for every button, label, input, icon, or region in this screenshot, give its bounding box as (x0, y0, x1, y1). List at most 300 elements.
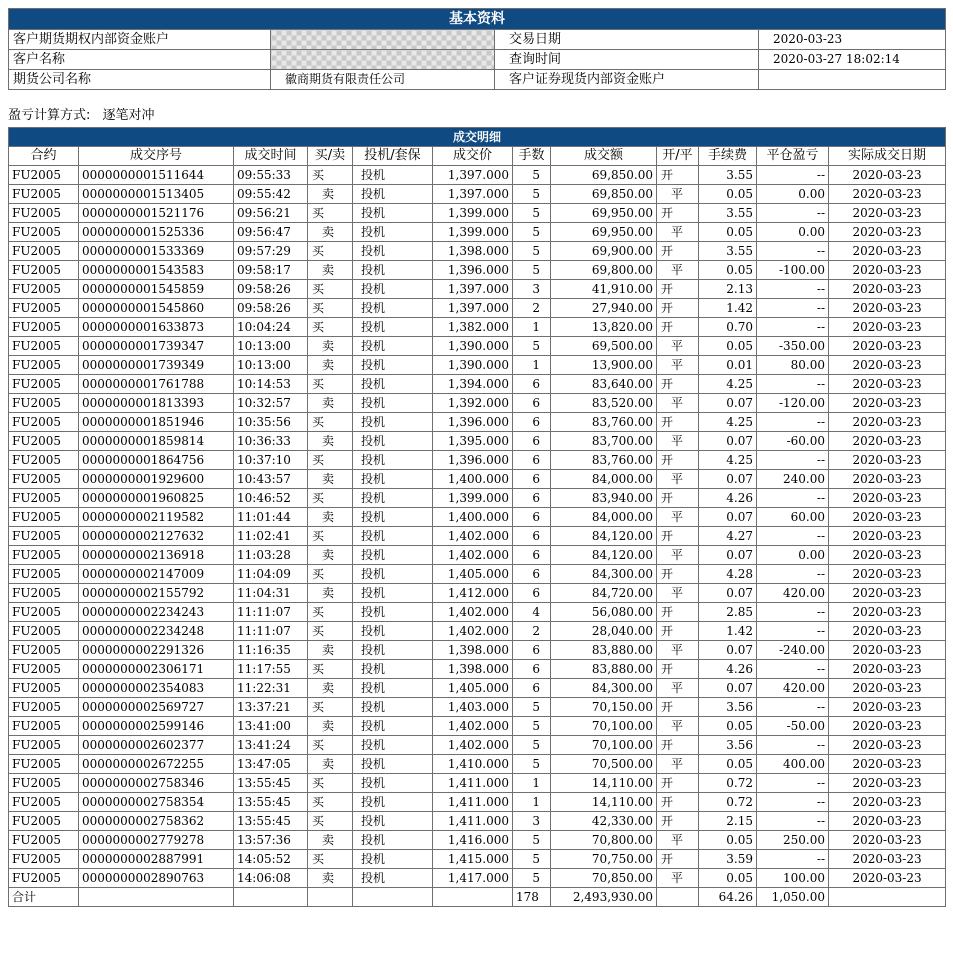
col-lots-cell: 6 (513, 451, 551, 470)
col-contract-cell: FU2005 (9, 299, 79, 318)
col-open-close-cell: 开 (657, 166, 699, 185)
total-row (9, 888, 946, 907)
col-lots-cell: 6 (513, 546, 551, 565)
col-open-close-cell: 平 (657, 432, 699, 451)
col-trade-no-cell: 0000000002758346 (79, 774, 234, 793)
col-date-cell: 2020-03-23 (829, 679, 946, 698)
table-row (9, 470, 946, 489)
col-lots-header: 手数 (513, 147, 551, 166)
info-row (9, 70, 946, 90)
col-buy-sell-cell: 卖 (308, 508, 353, 527)
col-trade-no-cell: 0000000002136918 (79, 546, 234, 565)
table-row (9, 375, 946, 394)
col-amount-cell: 27,940.00 (551, 299, 657, 318)
col-buy-sell-cell: 卖 (308, 869, 353, 888)
col-pnl-cell: -- (757, 242, 829, 261)
col-trade-no-total (79, 888, 234, 907)
col-fee-cell: 3.56 (699, 698, 757, 717)
table-row (9, 166, 946, 185)
col-contract-cell: FU2005 (9, 451, 79, 470)
col-price-cell: 1,402.000 (433, 736, 513, 755)
col-contract-cell: FU2005 (9, 204, 79, 223)
col-contract-cell: FU2005 (9, 470, 79, 489)
table-row (9, 394, 946, 413)
col-contract-cell: FU2005 (9, 489, 79, 508)
col-date-header: 实际成交日期 (829, 147, 946, 166)
table-row (9, 261, 946, 280)
col-trade-time-cell: 09:55:42 (234, 185, 308, 204)
col-amount-cell: 84,300.00 (551, 565, 657, 584)
col-price-cell: 1,398.000 (433, 660, 513, 679)
col-trade-time-cell: 13:37:21 (234, 698, 308, 717)
table-row (9, 299, 946, 318)
col-open-close-cell: 开 (657, 660, 699, 679)
table-row (9, 546, 946, 565)
col-trade-no-cell: 0000000002569727 (79, 698, 234, 717)
col-date-cell: 2020-03-23 (829, 660, 946, 679)
col-lots-cell: 6 (513, 394, 551, 413)
info-value (759, 70, 946, 90)
col-trade-no-cell: 0000000002306171 (79, 660, 234, 679)
col-open-close-cell: 平 (657, 470, 699, 489)
col-buy-sell-cell: 卖 (308, 831, 353, 850)
table-row (9, 413, 946, 432)
col-amount-cell: 69,950.00 (551, 204, 657, 223)
col-spec-hedge-cell: 投机 (353, 793, 433, 812)
col-contract-cell: FU2005 (9, 223, 79, 242)
col-trade-time-cell: 11:17:55 (234, 660, 308, 679)
col-fee-cell: 3.55 (699, 204, 757, 223)
col-trade-no-cell: 0000000002147009 (79, 565, 234, 584)
col-lots-cell: 5 (513, 261, 551, 280)
col-buy-sell-cell: 卖 (308, 223, 353, 242)
col-buy-sell-cell: 买 (308, 166, 353, 185)
col-buy-sell-cell: 卖 (308, 717, 353, 736)
col-buy-sell-cell: 买 (308, 812, 353, 831)
col-pnl-cell: 420.00 (757, 679, 829, 698)
table-row (9, 280, 946, 299)
col-lots-cell: 5 (513, 736, 551, 755)
col-amount-cell: 84,000.00 (551, 470, 657, 489)
col-amount-cell: 83,760.00 (551, 451, 657, 470)
col-open-close-cell: 开 (657, 299, 699, 318)
col-spec-hedge-cell: 投机 (353, 584, 433, 603)
col-pnl-cell: 0.00 (757, 185, 829, 204)
col-spec-hedge-cell: 投机 (353, 318, 433, 337)
col-open-close-cell: 平 (657, 185, 699, 204)
col-lots-cell: 1 (513, 793, 551, 812)
info-label: 期货公司名称 (9, 70, 271, 90)
col-price-total (433, 888, 513, 907)
col-contract-cell: FU2005 (9, 565, 79, 584)
col-trade-time-cell: 10:36:33 (234, 432, 308, 451)
col-trade-time-cell: 11:04:31 (234, 584, 308, 603)
col-fee-total: 64.26 (699, 888, 757, 907)
col-date-cell: 2020-03-23 (829, 755, 946, 774)
col-lots-cell: 6 (513, 584, 551, 603)
col-price-cell: 1,402.000 (433, 603, 513, 622)
col-open-close-cell: 开 (657, 603, 699, 622)
col-spec-hedge-cell: 投机 (353, 698, 433, 717)
col-trade-time-total (234, 888, 308, 907)
col-contract-cell: FU2005 (9, 546, 79, 565)
col-spec-hedge-cell: 投机 (353, 546, 433, 565)
col-trade-no-cell: 0000000001739347 (79, 337, 234, 356)
col-lots-cell: 5 (513, 242, 551, 261)
col-pnl-cell: -- (757, 603, 829, 622)
col-contract-cell: FU2005 (9, 261, 79, 280)
col-price-cell: 1,402.000 (433, 546, 513, 565)
col-buy-sell-cell: 买 (308, 413, 353, 432)
col-pnl-cell: 0.00 (757, 223, 829, 242)
col-trade-no-header: 成交序号 (79, 147, 234, 166)
col-spec-hedge-cell: 投机 (353, 394, 433, 413)
col-trade-time-cell: 10:32:57 (234, 394, 308, 413)
redacted-name-value (271, 50, 495, 70)
col-date-cell: 2020-03-23 (829, 299, 946, 318)
col-fee-cell: 0.05 (699, 755, 757, 774)
col-contract-cell: FU2005 (9, 527, 79, 546)
col-price-cell: 1,402.000 (433, 527, 513, 546)
col-date-cell: 2020-03-23 (829, 527, 946, 546)
col-date-cell: 2020-03-23 (829, 204, 946, 223)
col-pnl-cell: 400.00 (757, 755, 829, 774)
col-pnl-cell: -60.00 (757, 432, 829, 451)
col-spec-hedge-cell: 投机 (353, 432, 433, 451)
col-pnl-cell: -240.00 (757, 641, 829, 660)
col-buy-sell-cell: 卖 (308, 679, 353, 698)
col-contract-cell: FU2005 (9, 755, 79, 774)
col-spec-hedge-cell: 投机 (353, 679, 433, 698)
col-lots-cell: 6 (513, 660, 551, 679)
col-pnl-total: 1,050.00 (757, 888, 829, 907)
col-pnl-cell: 250.00 (757, 831, 829, 850)
col-lots-cell: 3 (513, 280, 551, 299)
col-price-cell: 1,398.000 (433, 641, 513, 660)
col-spec-hedge-cell: 投机 (353, 451, 433, 470)
calc-method-value: 逐笔对冲 (102, 108, 155, 123)
col-buy-sell-cell: 买 (308, 736, 353, 755)
col-lots-cell: 5 (513, 698, 551, 717)
col-trade-time-cell: 10:43:57 (234, 470, 308, 489)
col-trade-time-cell: 09:58:26 (234, 280, 308, 299)
col-open-close-cell: 平 (657, 831, 699, 850)
col-contract-cell: FU2005 (9, 356, 79, 375)
col-date-cell: 2020-03-23 (829, 242, 946, 261)
column-header-row (9, 147, 946, 166)
col-amount-header: 成交额 (551, 147, 657, 166)
col-fee-cell: 0.01 (699, 356, 757, 375)
col-amount-cell: 41,910.00 (551, 280, 657, 299)
col-price-cell: 1,395.000 (433, 432, 513, 451)
col-trade-time-cell: 09:57:29 (234, 242, 308, 261)
info-label: 查询时间 (495, 50, 759, 70)
col-trade-no-cell: 0000000001525336 (79, 223, 234, 242)
col-spec-hedge-cell: 投机 (353, 603, 433, 622)
table-row (9, 831, 946, 850)
col-buy-sell-cell: 买 (308, 565, 353, 584)
col-date-cell: 2020-03-23 (829, 280, 946, 299)
col-trade-no-cell: 0000000001813393 (79, 394, 234, 413)
col-spec-hedge-cell: 投机 (353, 204, 433, 223)
col-lots-cell: 2 (513, 622, 551, 641)
col-pnl-cell: -- (757, 812, 829, 831)
col-trade-no-cell: 0000000001864756 (79, 451, 234, 470)
col-trade-time-cell: 11:03:28 (234, 546, 308, 565)
table-row (9, 204, 946, 223)
col-date-cell: 2020-03-23 (829, 546, 946, 565)
table-row (9, 755, 946, 774)
col-fee-cell: 0.72 (699, 793, 757, 812)
col-fee-cell: 0.07 (699, 470, 757, 489)
col-fee-cell: 0.05 (699, 223, 757, 242)
col-amount-cell: 83,940.00 (551, 489, 657, 508)
col-contract-cell: FU2005 (9, 850, 79, 869)
col-date-cell: 2020-03-23 (829, 508, 946, 527)
table-row (9, 223, 946, 242)
col-buy-sell-cell: 买 (308, 451, 353, 470)
col-trade-time-cell: 13:41:24 (234, 736, 308, 755)
col-trade-time-cell: 10:46:52 (234, 489, 308, 508)
col-trade-no-cell: 0000000002887991 (79, 850, 234, 869)
col-spec-hedge-cell: 投机 (353, 185, 433, 204)
info-label: 客户期货期权内部资金账户 (9, 30, 271, 50)
col-amount-cell: 70,850.00 (551, 869, 657, 888)
col-amount-cell: 83,700.00 (551, 432, 657, 451)
col-trade-no-cell: 0000000002672255 (79, 755, 234, 774)
trade-details-title: 成交明细 (9, 128, 946, 147)
col-contract-cell: FU2005 (9, 166, 79, 185)
col-lots-cell: 5 (513, 166, 551, 185)
col-price-cell: 1,394.000 (433, 375, 513, 394)
col-buy-sell-cell: 卖 (308, 337, 353, 356)
col-contract-cell: FU2005 (9, 318, 79, 337)
col-fee-cell: 1.42 (699, 622, 757, 641)
col-pnl-cell: 420.00 (757, 584, 829, 603)
col-spec-hedge-cell: 投机 (353, 242, 433, 261)
table-row (9, 432, 946, 451)
col-trade-no-cell: 0000000001960825 (79, 489, 234, 508)
col-date-cell: 2020-03-23 (829, 850, 946, 869)
col-spec-hedge-cell: 投机 (353, 375, 433, 394)
col-open-close-cell: 开 (657, 565, 699, 584)
col-buy-sell-cell: 买 (308, 318, 353, 337)
col-amount-cell: 84,120.00 (551, 546, 657, 565)
col-open-close-cell: 平 (657, 755, 699, 774)
col-pnl-cell: -350.00 (757, 337, 829, 356)
col-pnl-cell: -- (757, 413, 829, 432)
col-contract-cell: FU2005 (9, 508, 79, 527)
table-row (9, 603, 946, 622)
table-row (9, 812, 946, 831)
col-trade-time-cell: 13:55:45 (234, 812, 308, 831)
col-price-cell: 1,390.000 (433, 356, 513, 375)
col-amount-cell: 69,900.00 (551, 242, 657, 261)
col-buy-sell-cell: 卖 (308, 470, 353, 489)
col-buy-sell-cell: 卖 (308, 584, 353, 603)
col-date-cell: 2020-03-23 (829, 413, 946, 432)
col-price-cell: 1,405.000 (433, 679, 513, 698)
col-price-cell: 1,382.000 (433, 318, 513, 337)
col-contract-cell: FU2005 (9, 679, 79, 698)
col-spec-hedge-cell: 投机 (353, 850, 433, 869)
col-contract-cell: FU2005 (9, 717, 79, 736)
col-trade-time-cell: 13:47:05 (234, 755, 308, 774)
col-open-close-cell: 平 (657, 337, 699, 356)
col-date-cell: 2020-03-23 (829, 356, 946, 375)
table-row (9, 736, 946, 755)
col-open-close-cell: 开 (657, 622, 699, 641)
table-row (9, 489, 946, 508)
col-trade-time-cell: 09:58:17 (234, 261, 308, 280)
col-price-cell: 1,397.000 (433, 280, 513, 299)
col-date-cell: 2020-03-23 (829, 565, 946, 584)
col-spec-hedge-cell: 投机 (353, 641, 433, 660)
col-trade-no-cell: 0000000002758362 (79, 812, 234, 831)
info-label: 客户名称 (9, 50, 271, 70)
col-fee-cell: 0.05 (699, 869, 757, 888)
col-date-total (829, 888, 946, 907)
col-contract-cell: FU2005 (9, 736, 79, 755)
col-trade-no-cell: 0000000002291326 (79, 641, 234, 660)
col-contract-cell: FU2005 (9, 603, 79, 622)
col-amount-cell: 13,820.00 (551, 318, 657, 337)
col-price-cell: 1,411.000 (433, 774, 513, 793)
col-fee-cell: 4.28 (699, 565, 757, 584)
col-trade-no-cell: 0000000002354083 (79, 679, 234, 698)
col-amount-cell: 69,500.00 (551, 337, 657, 356)
col-amount-cell: 70,750.00 (551, 850, 657, 869)
col-lots-total: 178 (513, 888, 551, 907)
col-date-cell: 2020-03-23 (829, 261, 946, 280)
col-lots-cell: 6 (513, 489, 551, 508)
col-trade-no-cell: 0000000001513405 (79, 185, 234, 204)
info-label: 交易日期 (495, 30, 759, 50)
col-price-cell: 1,396.000 (433, 413, 513, 432)
col-date-cell: 2020-03-23 (829, 774, 946, 793)
col-fee-header: 手续费 (699, 147, 757, 166)
col-trade-no-cell: 0000000001761788 (79, 375, 234, 394)
col-trade-time-cell: 13:55:45 (234, 774, 308, 793)
col-trade-time-cell: 14:06:08 (234, 869, 308, 888)
col-spec-hedge-cell: 投机 (353, 166, 433, 185)
col-contract-cell: FU2005 (9, 869, 79, 888)
col-date-cell: 2020-03-23 (829, 337, 946, 356)
col-trade-time-cell: 10:13:00 (234, 356, 308, 375)
col-open-close-cell: 平 (657, 717, 699, 736)
col-fee-cell: 4.26 (699, 489, 757, 508)
col-fee-cell: 4.25 (699, 413, 757, 432)
col-price-cell: 1,397.000 (433, 185, 513, 204)
col-amount-cell: 70,150.00 (551, 698, 657, 717)
col-pnl-cell: -100.00 (757, 261, 829, 280)
col-open-close-cell: 平 (657, 223, 699, 242)
col-amount-cell: 84,000.00 (551, 508, 657, 527)
col-trade-time-cell: 10:04:24 (234, 318, 308, 337)
col-amount-cell: 83,880.00 (551, 641, 657, 660)
col-contract-cell: FU2005 (9, 812, 79, 831)
col-pnl-cell: -- (757, 451, 829, 470)
calc-method (8, 104, 155, 123)
col-price-cell: 1,392.000 (433, 394, 513, 413)
col-trade-no-cell: 0000000001521176 (79, 204, 234, 223)
col-pnl-cell: -- (757, 622, 829, 641)
col-buy-sell-cell: 买 (308, 204, 353, 223)
col-date-cell: 2020-03-23 (829, 603, 946, 622)
col-pnl-cell: -- (757, 299, 829, 318)
col-fee-cell: 0.07 (699, 679, 757, 698)
col-contract-cell: FU2005 (9, 375, 79, 394)
col-fee-cell: 4.27 (699, 527, 757, 546)
table-row (9, 242, 946, 261)
col-trade-time-cell: 11:11:07 (234, 603, 308, 622)
col-date-cell: 2020-03-23 (829, 793, 946, 812)
col-trade-no-cell: 0000000002602377 (79, 736, 234, 755)
table-row (9, 622, 946, 641)
col-contract-cell: FU2005 (9, 280, 79, 299)
col-trade-time-cell: 11:11:07 (234, 622, 308, 641)
table-row (9, 698, 946, 717)
col-price-header: 成交价 (433, 147, 513, 166)
col-date-cell: 2020-03-23 (829, 736, 946, 755)
col-amount-cell: 83,880.00 (551, 660, 657, 679)
col-trade-no-cell: 0000000001511644 (79, 166, 234, 185)
col-open-close-cell: 开 (657, 413, 699, 432)
col-lots-cell: 5 (513, 850, 551, 869)
col-spec-hedge-cell: 投机 (353, 755, 433, 774)
col-amount-cell: 14,110.00 (551, 774, 657, 793)
col-pnl-cell: -- (757, 736, 829, 755)
col-buy-sell-cell: 买 (308, 527, 353, 546)
col-fee-cell: 1.42 (699, 299, 757, 318)
col-lots-cell: 6 (513, 679, 551, 698)
col-spec-hedge-cell: 投机 (353, 337, 433, 356)
col-trade-no-cell: 0000000001633873 (79, 318, 234, 337)
col-open-close-cell: 平 (657, 508, 699, 527)
col-fee-cell: 0.07 (699, 584, 757, 603)
table-row (9, 660, 946, 679)
col-fee-cell: 0.05 (699, 717, 757, 736)
calc-method-label: 盈亏计算方式: (8, 108, 91, 123)
table-row (9, 318, 946, 337)
col-lots-cell: 6 (513, 508, 551, 527)
col-open-close-cell: 开 (657, 812, 699, 831)
col-date-cell: 2020-03-23 (829, 831, 946, 850)
col-open-close-cell: 开 (657, 793, 699, 812)
col-trade-no-cell: 0000000002758354 (79, 793, 234, 812)
col-trade-no-cell: 0000000001543583 (79, 261, 234, 280)
col-fee-cell: 0.07 (699, 508, 757, 527)
col-pnl-cell: -50.00 (757, 717, 829, 736)
table-row (9, 584, 946, 603)
col-price-cell: 1,396.000 (433, 261, 513, 280)
col-trade-time-cell: 11:04:09 (234, 565, 308, 584)
col-pnl-header: 平仓盈亏 (757, 147, 829, 166)
col-pnl-cell: -- (757, 774, 829, 793)
col-fee-cell: 0.72 (699, 774, 757, 793)
info-row (9, 50, 946, 70)
col-price-cell: 1,411.000 (433, 793, 513, 812)
col-open-close-cell: 开 (657, 451, 699, 470)
col-trade-time-cell: 14:05:52 (234, 850, 308, 869)
col-price-cell: 1,403.000 (433, 698, 513, 717)
col-buy-sell-cell: 卖 (308, 261, 353, 280)
col-spec-hedge-cell: 投机 (353, 261, 433, 280)
col-trade-no-cell: 0000000001533369 (79, 242, 234, 261)
col-price-cell: 1,416.000 (433, 831, 513, 850)
col-trade-time-cell: 13:57:36 (234, 831, 308, 850)
col-amount-cell: 70,500.00 (551, 755, 657, 774)
